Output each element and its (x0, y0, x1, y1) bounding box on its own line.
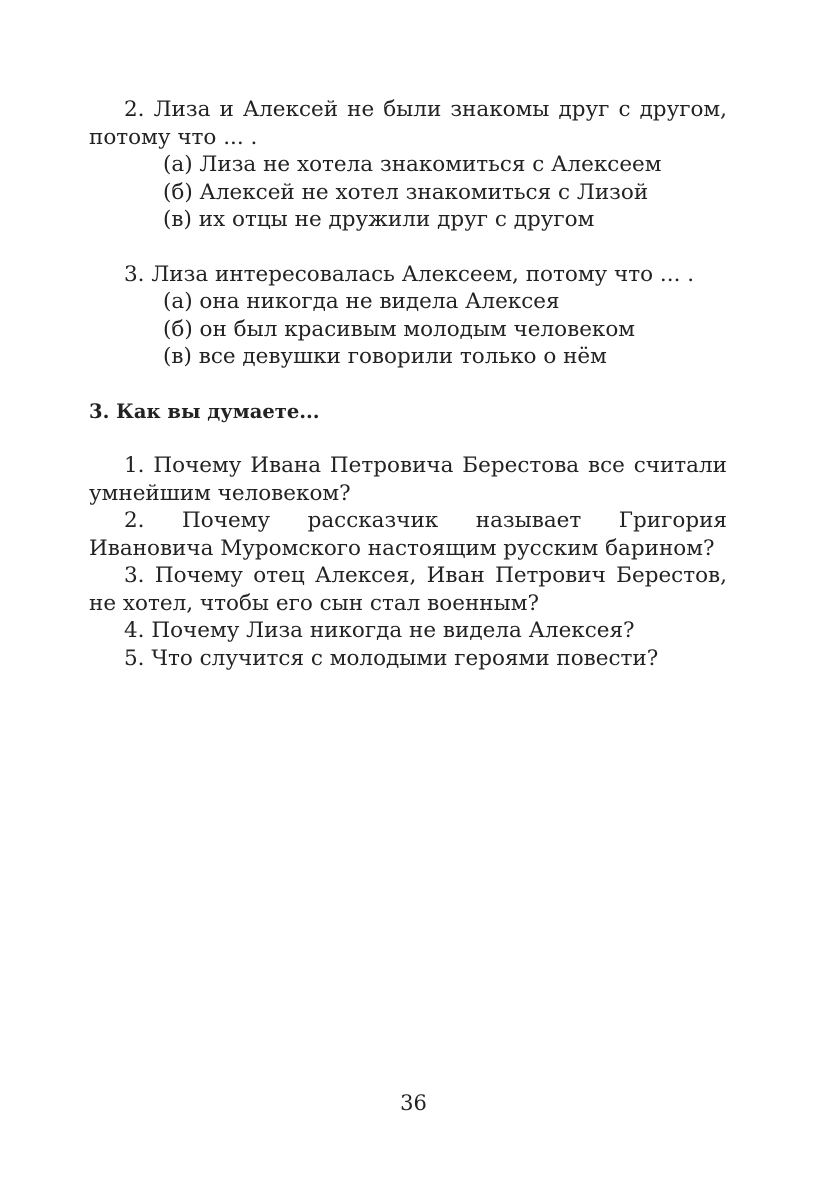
spacer (89, 425, 727, 452)
discussion-question-2: 2. Почему рассказчик называет Григория Ивановича Муромского настоящим русским барином? (89, 508, 727, 561)
spacer (89, 234, 727, 261)
answer-option-c: (в) все девушки говорили только о нём (163, 344, 607, 369)
discussion-question-1: 1. Почему Ивана Петровича Берестова все считали умнейшим человеком? (89, 453, 727, 506)
section-heading: 3. Как вы думаете... (89, 399, 320, 423)
spacer (89, 371, 727, 398)
answer-option-a: (а) Лиза не хотела знакомиться с Алексеем (163, 152, 662, 177)
question-text: 2. Лиза и Алексей не были знакомы друг с другом, потому что ... . (89, 97, 727, 150)
answer-option-a: (а) она никогда не видела Алексея (163, 289, 560, 314)
discussion-questions (89, 452, 727, 672)
question-text: 3. Лиза интересовалась Алексеем, потому что ... . (124, 261, 695, 287)
question-block-2 (89, 96, 727, 234)
question-block-3 (89, 261, 727, 371)
page-number: 36 (400, 1091, 427, 1115)
page-content (89, 96, 727, 672)
discussion-question-5: 5. Что случится с молодыми героями повести? (124, 645, 659, 671)
discussion-question-4: 4. Почему Лиза никогда не видела Алексея? (124, 618, 635, 643)
answer-option-b: (б) он был красивым молодым человеком (163, 316, 636, 342)
discussion-question-3: 3. Почему отец Алексея, Иван Петрович Берестов, не хотел, чтобы его сын стал военным? (89, 563, 727, 616)
answer-option-c: (в) их отцы не дружили друг с другом (163, 207, 595, 232)
answer-option-b: (б) Алексей не хотел знакомиться с Лизой (163, 179, 649, 205)
